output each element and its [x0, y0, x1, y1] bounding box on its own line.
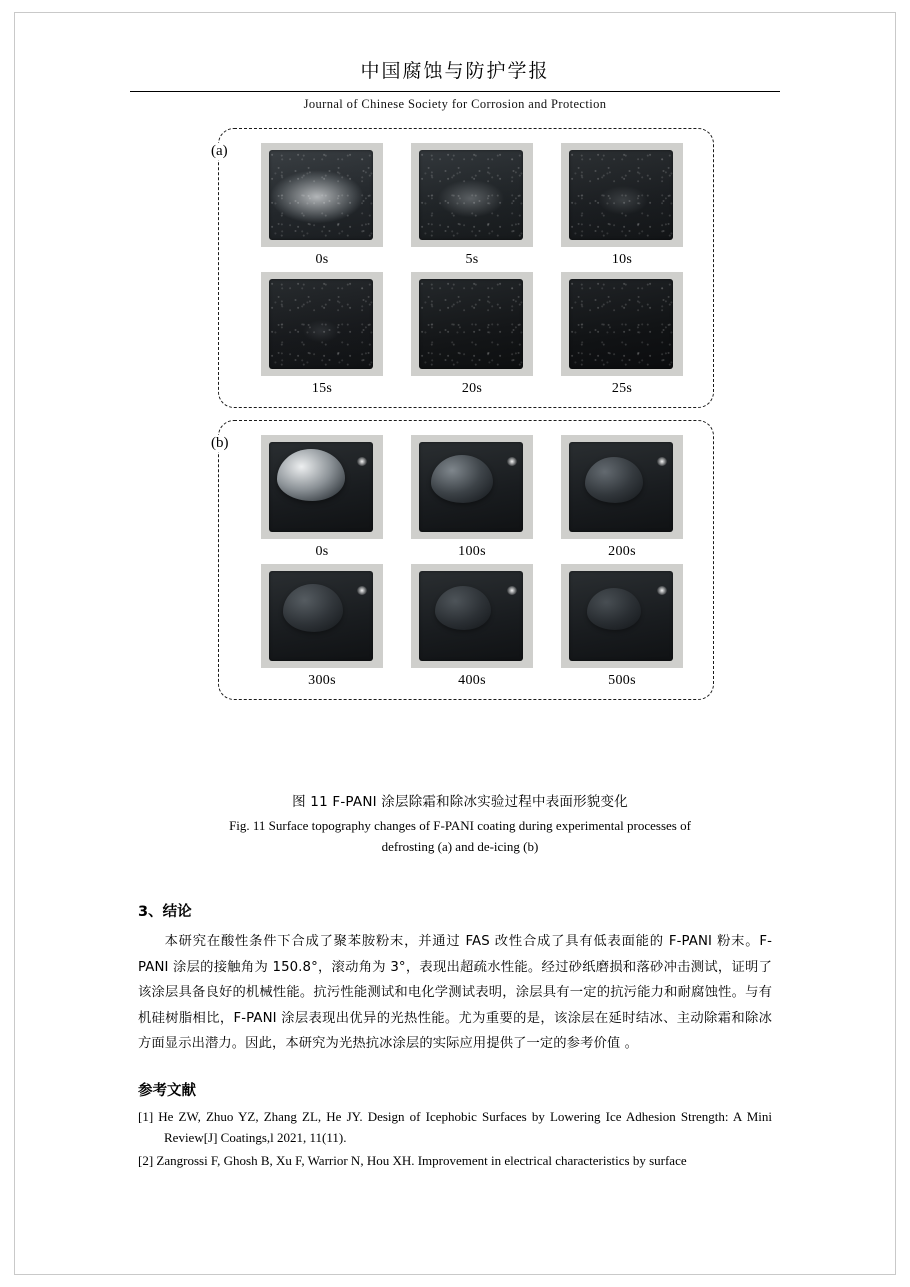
sample-photo	[411, 435, 533, 539]
figure-cell	[411, 272, 533, 397]
figure-cell	[261, 272, 383, 397]
defrosting-grid	[261, 143, 699, 397]
figure-cell	[561, 435, 683, 560]
sample-photo	[411, 564, 533, 668]
cell-label: 0s	[315, 252, 329, 267]
defrosting-row-2	[261, 272, 699, 397]
cell-label: 10s	[611, 252, 633, 267]
figure-11	[211, 128, 714, 700]
conclusion-heading: 3、结论	[138, 904, 192, 920]
figure-cell	[561, 564, 683, 689]
de-icing-panel	[211, 420, 714, 700]
cell-label: 0s	[315, 544, 329, 559]
cell-label: 500s	[608, 673, 636, 688]
sample-photo	[261, 564, 383, 668]
de-icing-grid	[261, 435, 699, 689]
figure-caption-cn: 图 11 F-PANI 涂层除霜和除冰实验过程中表面形貌变化	[292, 794, 628, 810]
cell-label: 100s	[458, 544, 486, 559]
defrosting-panel	[211, 128, 714, 408]
body-content	[138, 900, 772, 1173]
figure-cell	[561, 272, 683, 397]
panel-label-a: (a)	[211, 143, 228, 159]
reference-item: [2] Zangrossi F, Ghosh B, Xu F, Warrior N, Hou XH. Improvement in electrical characteristics by surface	[138, 1152, 687, 1168]
sample-photo	[561, 272, 683, 376]
sample-photo	[411, 272, 533, 376]
cell-label: 300s	[308, 673, 336, 688]
figure-caption	[150, 790, 770, 858]
figure-cell	[261, 435, 383, 560]
figure-cell	[561, 143, 683, 268]
figure-cell	[261, 143, 383, 268]
sample-photo	[261, 143, 383, 247]
journal-title-cn: 中国腐蚀与防护学报	[360, 60, 550, 82]
de-icing-row-2	[261, 564, 699, 689]
sample-photo	[261, 272, 383, 376]
de-icing-row-1	[261, 435, 699, 560]
figure-cell	[261, 564, 383, 689]
sample-photo	[261, 435, 383, 539]
figure-cell	[411, 143, 533, 268]
cell-label: 15s	[311, 381, 333, 396]
sample-photo	[411, 143, 533, 247]
figure-cell	[411, 564, 533, 689]
journal-header	[130, 56, 780, 112]
cell-label: 200s	[608, 544, 636, 559]
figure-caption-en-line2: defrosting (a) and de-icing (b)	[381, 838, 539, 854]
header-divider	[130, 91, 780, 92]
sample-photo	[561, 143, 683, 247]
cell-label: 20s	[461, 381, 483, 396]
journal-title-en: Journal of Chinese Society for Corrosion and Protection	[303, 97, 607, 111]
cell-label: 400s	[458, 673, 486, 688]
conclusion-paragraph: 本研究在酸性条件下合成了聚苯胺粉末，并通过 FAS 改性合成了具有低表面能的 F-PANI 粉末。F-PANI 涂层的接触角为 150.8°，滚动角为 3°，表现出超疏水性能。经过砂纸磨损和落砂冲击测试，证明了该涂层具备良好的机械性能。抗污性能测试和电化学测试表明，涂层具有一定的抗污能力和耐腐蚀性。与有机硅树脂相比，F-PANI 涂层表现出优异的光热性能。尤为重要的是，该涂层在延时结冰、主动除霜和除冰方面显示出潜力。因此，本研究为光热抗冰涂层的实际应用提供了一定的参考价值 。	[138, 934, 772, 1052]
figure-cell	[411, 435, 533, 560]
panel-label-b: (b)	[211, 435, 229, 451]
defrosting-row-1	[261, 143, 699, 268]
references-heading: 参考文献	[138, 1082, 196, 1099]
cell-label: 25s	[611, 381, 633, 396]
reference-item: [1] He ZW, Zhuo YZ, Zhang ZL, He JY. Design of Icephobic Surfaces by Lowering Ice Adhesion Strength: A Mini Review[J] Coatings,l 2021, 11(11).	[138, 1108, 772, 1145]
figure-caption-en-line1: Fig. 11 Surface topography changes of F-PANI coating during experimental processes of	[229, 818, 691, 833]
cell-label: 5s	[465, 252, 479, 267]
sample-photo	[561, 564, 683, 668]
sample-photo	[561, 435, 683, 539]
